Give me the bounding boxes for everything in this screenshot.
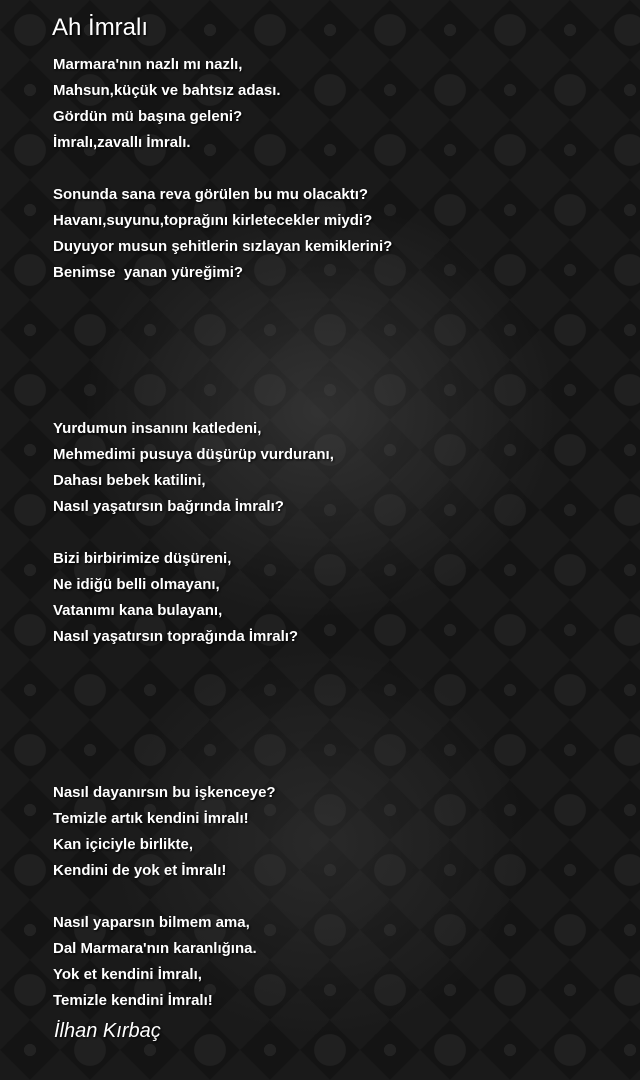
poem-line: Dahası bebek katilini, — [53, 472, 206, 489]
poem-line: İmralı,zavallı İmralı. — [53, 134, 191, 151]
poem-line: Kan içiciyle birlikte, — [53, 836, 194, 853]
poem-line: Gördün mü başına geleni? — [53, 108, 243, 125]
poem-line: Duyuyor musun şehitlerin sızlayan kemiklerini? — [53, 238, 393, 255]
stanza-6 — [53, 910, 613, 1014]
poem-line: Kendini de yok et İmralı! — [53, 862, 227, 879]
poem-line: Nasıl yaşatırsın bağrında İmralı? — [53, 498, 284, 515]
stanza-2 — [53, 182, 613, 286]
poem-line: Nasıl yaparsın bilmem ama, — [53, 914, 250, 931]
poem-line: Nasıl dayanırsın bu işkenceye? — [53, 784, 276, 801]
stanza-5 — [53, 780, 613, 884]
stanza-4 — [53, 546, 613, 650]
poem-author: İlhan Kırbaç — [54, 1020, 161, 1042]
poem-line: Havanı,suyunu,toprağını kirletecekler miydi? — [53, 212, 373, 229]
stanza-gap — [53, 520, 613, 546]
poem-line: Yurdumun insanını katledeni, — [53, 420, 262, 437]
stanza-gap — [53, 156, 613, 182]
poem-line: Mahsun,küçük ve bahtsız adası. — [53, 82, 281, 99]
poem-title: Ah İmralı — [52, 14, 149, 41]
poem-line: Mehmedimi pusuya düşürüp vurduranı, — [53, 446, 334, 463]
section-gap — [53, 650, 613, 780]
poem-body — [53, 52, 613, 1014]
poem-line: Temizle artık kendini İmralı! — [53, 810, 249, 827]
poem-line: Vatanımı kana bulayanı, — [53, 602, 223, 619]
section-gap — [53, 286, 613, 416]
poem-line: Sonunda sana reva görülen bu mu olacaktı? — [53, 186, 369, 203]
poem-line: Ne idiğü belli olmayanı, — [53, 576, 220, 593]
stanza-gap — [53, 884, 613, 910]
poem-line: Dal Marmara'nın karanlığına. — [53, 940, 257, 957]
poem-line: Temizle kendini İmralı! — [53, 992, 213, 1009]
poem-line: Nasıl yaşatırsın toprağında İmralı? — [53, 628, 299, 645]
poem-line: Yok et kendini İmralı, — [53, 966, 202, 983]
poem-line: Marmara'nın nazlı mı nazlı, — [53, 56, 243, 73]
stanza-1 — [53, 52, 613, 156]
stanza-3 — [53, 416, 613, 520]
poem-line: Bizi birbirimize düşüreni, — [53, 550, 232, 567]
poem-line: Benimse yanan yüreğimi? — [53, 264, 244, 281]
